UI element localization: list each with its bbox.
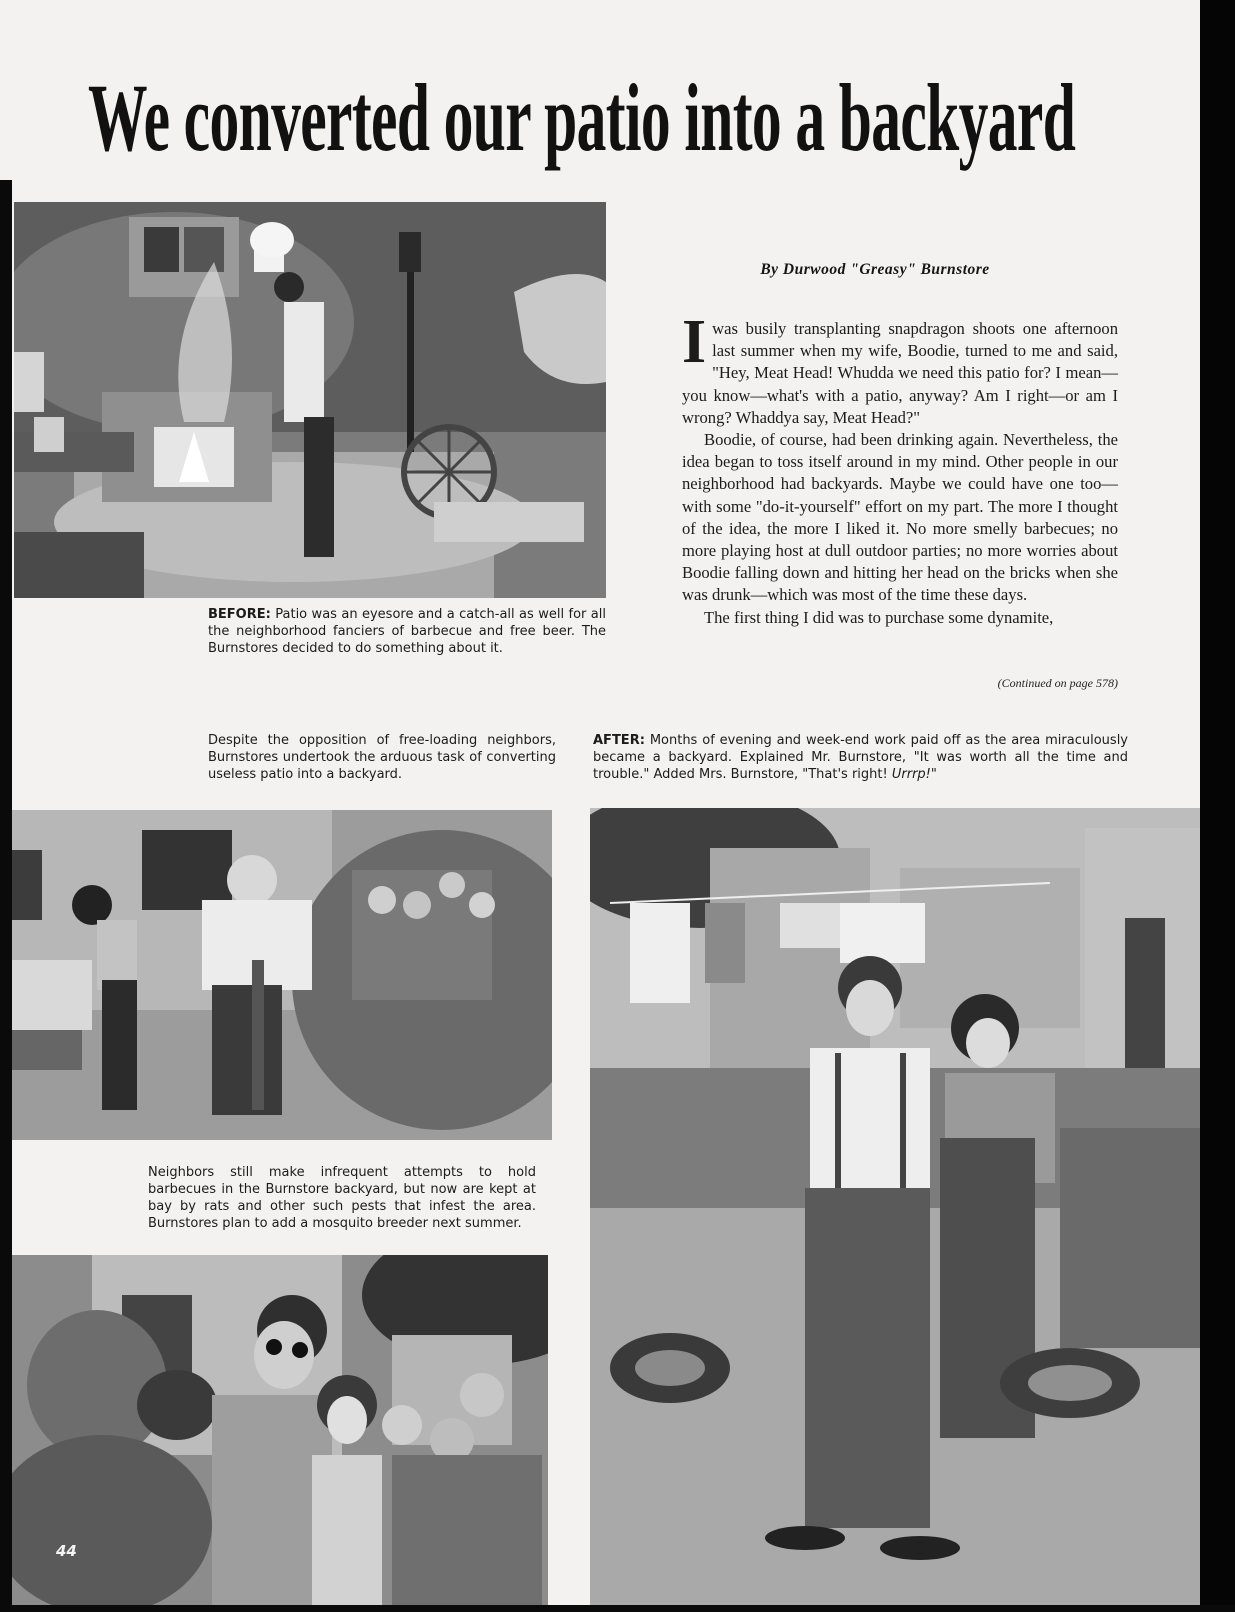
scan-edge-bottom [0, 1605, 1235, 1612]
caption-after-label: AFTER: [593, 733, 645, 748]
caption-after-emphasis: Urrrp!" [891, 767, 937, 782]
caption-pests: Neighbors still make infrequent attempts to hold barbecues in the Burnstore backyard, but now are kept at bay by rats and other such pests that infest the area. Burnstores plan to add a mosquito breeder next summer. [148, 1165, 536, 1231]
drop-cap: I [682, 308, 707, 376]
scan-edge-right [1200, 0, 1235, 1612]
caption-before-label: BEFORE: [208, 607, 271, 622]
byline: By Durwood "Greasy" Burnstore [760, 261, 990, 278]
illustration-before [14, 202, 606, 598]
article-paragraph-2: Boodie, of course, had been drinking again. Nevertheless, the idea began to toss itself around in my mind. Other people in our neighborhood had backyards. Maybe we could have one too—with some "do-it-yourself" effort on my part. The more I thought of the idea, the more I liked it. No more smelly barbecues; no more playing host at dull outdoor parties; no more worries about Boodie falling down and hitting her head on the bricks when she was drunk—which was most of the time these days. [682, 430, 1118, 605]
article-paragraph-3: The first thing I did was to purchase some dynamite, [704, 607, 1054, 627]
continued-notice: (Continued on page 578) [997, 676, 1118, 690]
illustration-during [12, 810, 552, 1140]
scan-edge-left [0, 180, 12, 1612]
caption-before [208, 606, 606, 657]
headline: We converted our patio into a backyard [88, 64, 1076, 171]
article-body [682, 308, 1118, 629]
illustration-pests [12, 1255, 548, 1607]
caption-before-text: Patio was an eyesore and a catch-all as well for all the neighborhood fanciers of barbecue and free beer. The Burnstores decided to do something about it. [208, 607, 606, 656]
illustration-after [590, 808, 1200, 1605]
page-number: 44 [56, 1542, 77, 1560]
caption-after: AFTER: Months of evening and week-end work paid off as the area miraculously became a backyard. Explained Mr. Burnstore, "It was worth all the time and trouble." Added Mrs. Burnstore, "That's right! Urrrp!" [593, 733, 1128, 782]
caption-during: Despite the opposition of free-loading neighbors, Burnstores undertook the arduous task of converting useless patio into a backyard. [208, 733, 556, 782]
article-paragraph-1: Iwas busily transplanting snapdragon shoots one afternoon last summer when my wife, Boodie, turned to me and said, "Hey, Meat Head! Whudda we need this patio for? I mean—you know—what's with a patio, anyway? Am I right—or am I wrong? Whaddya say, Meat Head?" [682, 308, 1118, 427]
